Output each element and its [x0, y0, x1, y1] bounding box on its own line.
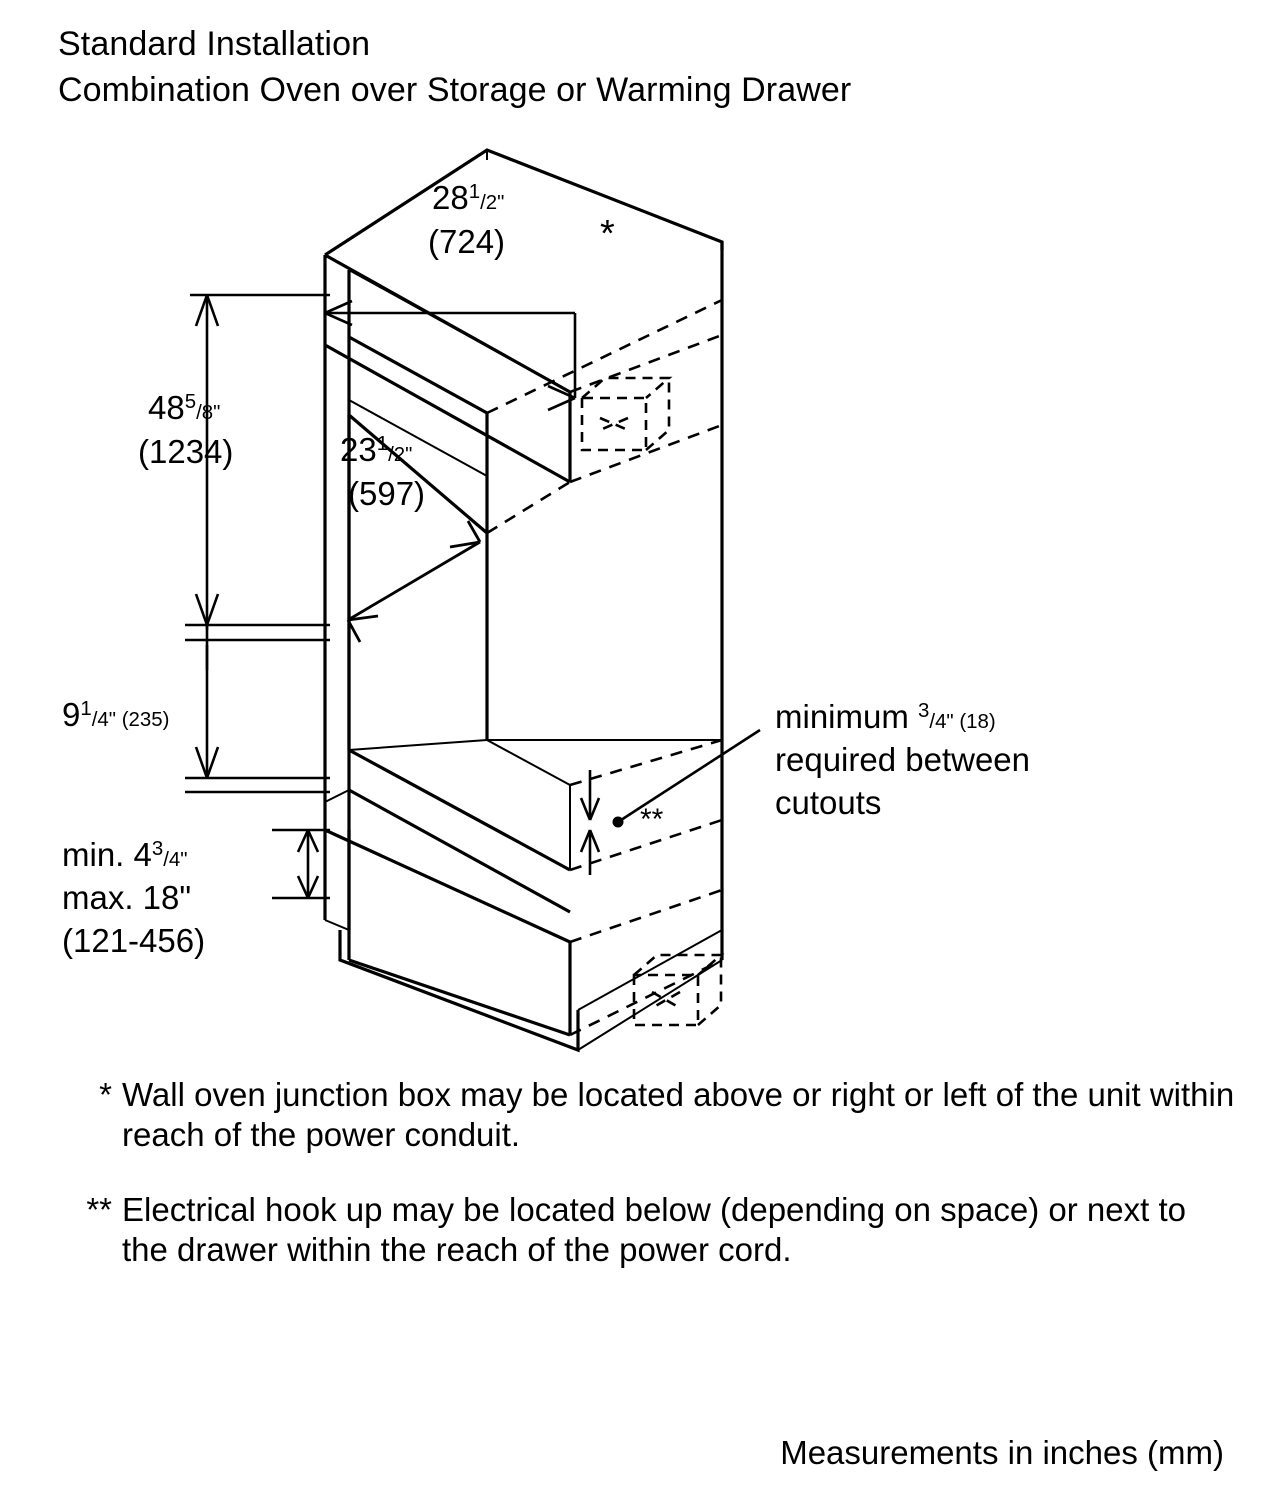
dim-label-height: 485/8"	[148, 389, 221, 426]
upper-cavity-bottom-left	[349, 740, 487, 750]
footnote-item	[60, 1190, 1240, 1271]
footnote-mark: **	[86, 1190, 112, 1228]
asterisk-marker-top: *	[600, 213, 615, 255]
gap-note-line-1: minimum 3/4" (18)	[775, 698, 996, 735]
double-asterisk-marker: **	[640, 803, 664, 836]
dim-opening-line	[348, 542, 480, 620]
dim-label-opening: 231/2"	[340, 431, 413, 468]
cabinet-top-edge	[325, 150, 722, 255]
dim-label-min: min. 43/4"	[62, 836, 188, 873]
gap-note-line-2: required between	[775, 741, 1031, 778]
dim-label-opening-mm: (597)	[348, 475, 426, 512]
upper-cavity-bottom-right	[487, 740, 570, 785]
gap-leader-dot	[613, 817, 624, 828]
toe-kick	[340, 930, 578, 1050]
electrical-box-lower	[634, 955, 721, 1025]
dim-label-minmax-mm: (121-456)	[62, 922, 206, 959]
lower-cutout-front-bottom	[325, 920, 349, 930]
base-right-2	[578, 930, 722, 1010]
footnote-mark: *	[99, 1076, 112, 1113]
dim-label-height-mm: (1234)	[138, 433, 234, 470]
footnote-text: Electrical hook up may be located below (depending on space) or next to the drawer within the reach of the power cord.	[122, 1190, 1186, 1268]
measurements-note: Measurements in inches (mm)	[780, 1434, 1224, 1471]
dash-top-inner-depth	[487, 300, 722, 413]
cabinet-top-front-rail-top-2	[349, 270, 570, 392]
gap-note-line-3: cutouts	[775, 784, 882, 821]
dim-label-width-mm: (724)	[428, 223, 506, 260]
dim-label-width: 281/2"	[432, 179, 505, 216]
page-title	[58, 22, 851, 114]
dim-label-max: max. 18"	[62, 879, 192, 916]
junction-box-upper	[582, 378, 669, 450]
dash-mid-rail-depth	[570, 890, 722, 942]
mid-rail-bottom	[325, 830, 570, 942]
dash-upper-rail-depth	[570, 425, 722, 482]
footnotes	[60, 1075, 1240, 1304]
dim-opening-arrow-low	[348, 616, 378, 642]
footnote-text: Wall oven junction box may be located above or right or left of the unit within reach of the power conduit.	[122, 1076, 1235, 1154]
dash-upper-cut-corner	[487, 482, 570, 533]
footnote-item	[60, 1075, 1240, 1156]
dim-label-drawer-height: 91/4" (235)	[62, 696, 170, 733]
lower-cutout-bottom-front	[349, 960, 570, 1035]
title-line-1: Standard Installation	[58, 25, 371, 63]
dash-upper-cavity-depth	[570, 740, 722, 785]
installation-diagram	[0, 130, 1282, 1060]
title-line-2: Combination Oven over Storage or Warming Drawer	[58, 70, 852, 109]
